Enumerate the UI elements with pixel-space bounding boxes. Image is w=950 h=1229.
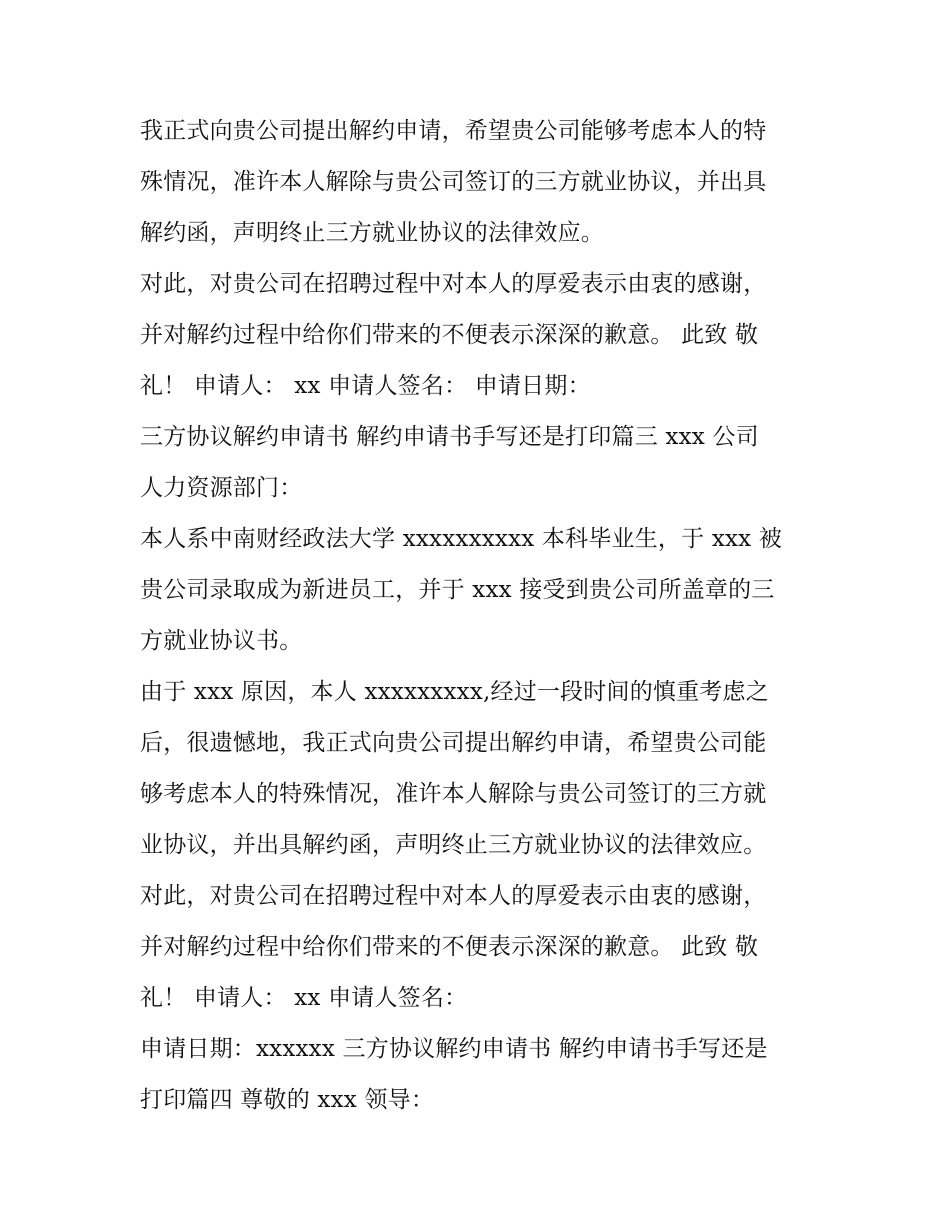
text-line: 打印篇四 尊敬的 xxx 领导： [140,1087,435,1113]
text-line: 礼！ 申请人： xx 申请人签名： [140,985,468,1011]
text-line: 礼！ 申请人： xx 申请人签名： 申请日期： [140,373,591,399]
text-line: 由于 xxx 原因，本人 xxxxxxxxx,经过一段时间的慎重考虑之 [140,679,769,705]
text-line: 方就业协议书。 [140,628,303,654]
text-line: 殊情况，准许本人解除与贵公司签订的三方就业协议，并出具 [140,169,767,195]
document-body [140,106,830,1126]
text-line: 对此，对贵公司在招聘过程中对本人的厚爱表示由衷的感谢， [140,883,767,909]
text-line: 够考虑本人的特殊情况，准许本人解除与贵公司签订的三方就 [140,781,767,807]
text-line: 我正式向贵公司提出解约申请，希望贵公司能够考虑本人的特 [140,118,767,144]
text-line: 业协议，并出具解约函，声明终止三方就业协议的法律效应。 [140,832,767,858]
text-line: 并对解约过程中给你们带来的不便表示深深的歉意。 此致 敬 [140,322,759,348]
text-line: 对此，对贵公司在招聘过程中对本人的厚爱表示由衷的感谢， [140,271,767,297]
text-line: 申请日期：xxxxxx 三方协议解约申请书 解约申请书手写还是 [140,1036,768,1062]
text-line: 并对解约过程中给你们带来的不便表示深深的歉意。 此致 敬 [140,934,759,960]
text-line: 本人系中南财经政法大学 xxxxxxxxxx 本科毕业生，于 xxx 被 [140,526,783,552]
text-line: 后，很遗憾地，我正式向贵公司提出解约申请，希望贵公司能 [140,730,767,756]
text-line: 贵公司录取成为新进员工，并于 xxx 接受到贵公司所盖章的三 [140,577,775,603]
text-line: 三方协议解约申请书 解约申请书手写还是打印篇三 xxx 公司 [140,424,759,450]
text-line: 解约函，声明终止三方就业协议的法律效应。 [140,220,604,246]
text-line: 人力资源部门： [140,475,303,501]
